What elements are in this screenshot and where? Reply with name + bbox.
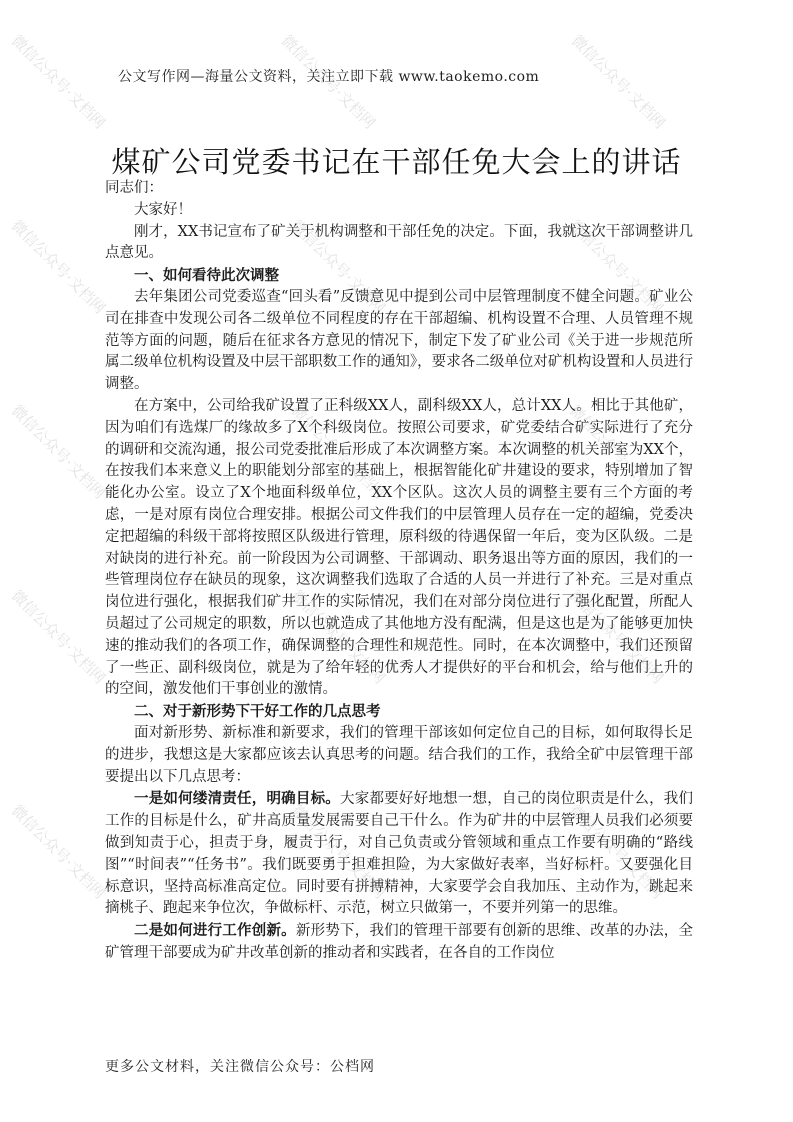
watermark: 微信公众号·文档网 bbox=[287, 801, 389, 903]
point-two-text: 新形势下，我们的管理干部要有创新的思维、改革的办法，全矿管理干部要成为矿井改革创新的推动者和实践者，在各自的工作岗位 bbox=[105, 923, 694, 961]
salutation: 同志们： bbox=[105, 180, 163, 196]
point-one-text: 大家都要好好地想一想，自己的岗位职责是什么，我们工作的目标是什么，矿井高质量发展需要自己干什么。作为矿井的中层管理人员我们必须要做到知责于心，担责于身，履责于行，对自己负责或分管领域和重点工作要有明确的“路线图”“时间表”“任务书”。我们既要勇于担难担险，为大家做好表率，当好标杆。又要强化目标意识，坚持高标准高定位。同时要有拼搏精神，大家要学会自我加压、主动作为，跳起来摘桃子、跑起来争位次，争做标杆、示范，树立只做第一，不要并列第一的思维。 bbox=[105, 791, 694, 917]
watermark: 微信公众号·文档网 bbox=[565, 401, 667, 503]
watermark: 微信公众号·文档网 bbox=[567, 31, 669, 133]
section-heading-1: 一、如何看待此次调整 bbox=[134, 267, 279, 285]
watermark: 微信公众号·文档网 bbox=[7, 801, 109, 903]
paragraph-intro: 刚才，XX书记宣布了矿关于机构调整和干部任免的决定。下面，我就这次干部调整讲几点意见。 bbox=[105, 223, 693, 262]
document-body bbox=[105, 178, 693, 965]
paragraph-plan: 在方案中，公司给我矿设置了正科级XX人，副科级XX人，总计XX人。相比于其他矿，因为咱们有选煤厂的缘故多了X个科级岗位。按照公司要求，矿党委结合矿实际进行了充分的调研和交流沟通，报公司党委批准后形成了本次调整方案。本次调整的机关部室为XX个，在按我们本来意义上的职能划分部室的基础上，根据智能化矿井建设的要求，特别增加了智能化办公室。设立了X个地面科级单位，XX个区队。这次人员的调整主要有三个方面的考虑，一是对原有岗位合理安排。根据公司文件我们的中层管理人员存在一定的超编，党委决定把超编的科级干部将按照区队级进行管理，原科级的待遇保留一年后，变为区队级。二是对缺岗的进行补充。前一阶段因为公司调整、干部调动、职务退出等方面的原因，我们的一些管理岗位存在缺员的现象，这次调整我们选取了合适的人员一并进行了补充。三是对重点岗位进行强化，根据我们矿井工作的实际情况，我们在对部分岗位进行了强化配置，所配人员超过了公司规定的职数，所以也就造成了其他地方没有配满，但是这也是为了能够更加快速的推动我们的各项工作，确保调整的合理性和规范性。同时，在本次调整中，我们还预留了一些正、副科级岗位，就是为了给年轻的优秀人才提供好的平台和机会，给与他们上升的的空间，激发他们干事创业的激情。 bbox=[105, 397, 693, 698]
watermark: 微信公众号·文档网 bbox=[7, 401, 109, 503]
watermark: 微信公众号·文档网 bbox=[287, 216, 389, 318]
watermark: 微信公众号·文档网 bbox=[7, 31, 109, 133]
document-title: 煤矿公司党委书记在干部任免大会上的讲话 bbox=[111, 145, 682, 179]
watermark: 微信公众号·文档网 bbox=[7, 586, 109, 688]
watermark: 微信公众号·文档网 bbox=[287, 401, 389, 503]
watermark: 微信公众号·文档网 bbox=[277, 31, 379, 133]
point-two bbox=[105, 920, 693, 965]
watermark: 微信公众号·文档网 bbox=[287, 586, 389, 688]
point-one bbox=[105, 788, 693, 920]
watermark: 微信公众号·文档网 bbox=[565, 216, 667, 318]
paragraph-thoughts: 面对新形势、新标准和新要求，我们的管理干部该如何定位自己的目标，如何取得长足的进步，我想这是大家都应该去认真思考的问题。结合我们的工作，我给全矿中层管理干部要提出以下几点思考： bbox=[105, 724, 693, 785]
paragraph-background: 去年集团公司党委巡查“回头看”反馈意见中提到公司中层管理制度不健全问题。矿业公司在排查中发现公司各二级单位不同程度的存在干部超编、机构设置不合理、人员管理不规范等方面的问题，随后在征求各方意见的情况下，制定下发了矿业公司《关于进一步规范所属二级单位机构设置及中层干部职数工作的通知》，要求各二级单位对矿机构设置和人员进行调整。 bbox=[105, 288, 693, 393]
greeting: 大家好！ bbox=[134, 201, 192, 218]
watermark: 微信公众号·文档网 bbox=[565, 586, 667, 688]
page-header: 公文写作网—海量公文资料，关注立即下载 www.taokemo.com bbox=[118, 69, 540, 85]
watermark: 微信公众号·文档网 bbox=[7, 216, 109, 318]
page-footer: 更多公文材料，关注微信公众号：公档网 bbox=[105, 1059, 375, 1075]
point-two-lead: 二是如何进行工作创新。 bbox=[134, 922, 296, 940]
section-heading-2: 二、对于新形势下干好工作的几点思考 bbox=[134, 703, 381, 721]
watermark: 微信公众号·文档网 bbox=[565, 801, 667, 903]
point-one-lead: 一是如何缕清责任，明确目标。 bbox=[134, 790, 341, 808]
